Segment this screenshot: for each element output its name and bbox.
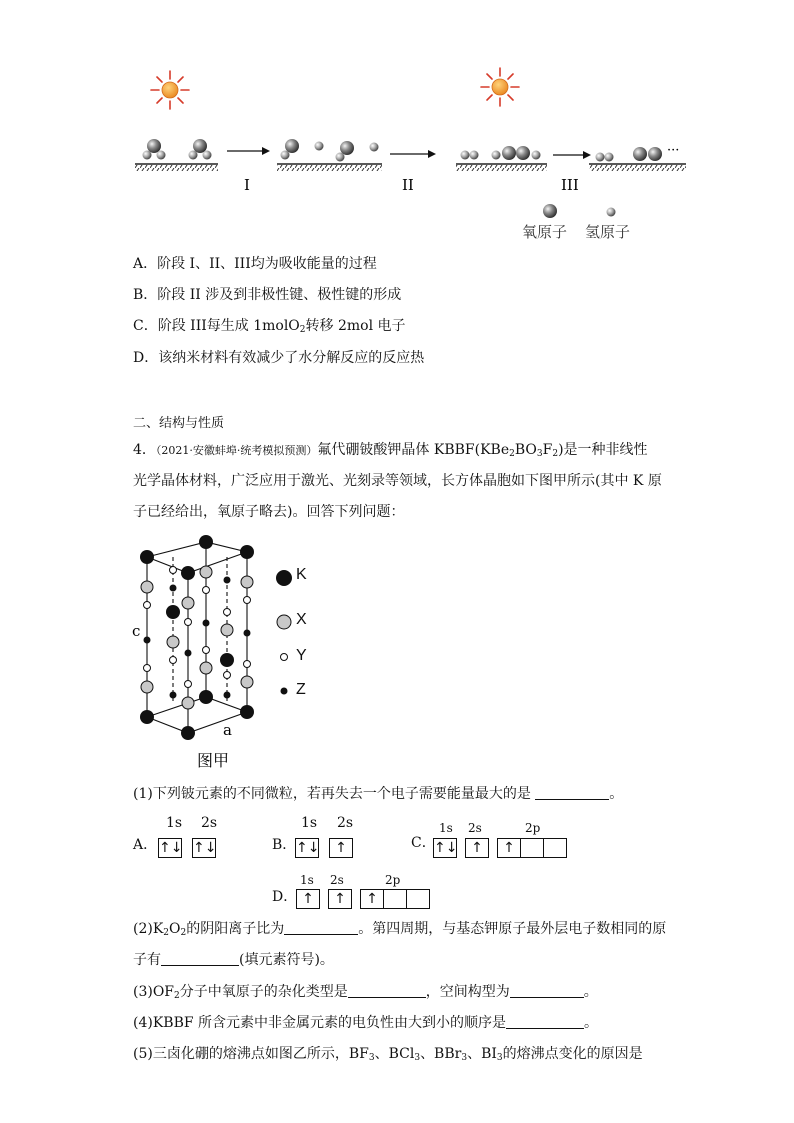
figure-caption: 图甲 <box>197 751 230 770</box>
orbital-boxes-c: ↑↓ ↑ ↑ <box>433 838 566 858</box>
hydrogen-molecule <box>461 151 479 160</box>
ellipsis: ··· <box>667 143 680 158</box>
orbital-option-b-label: B． <box>272 837 297 853</box>
catalyst-surface <box>135 164 686 171</box>
orbital-label-2s: 2s <box>330 873 344 887</box>
sub2-line2: 子有 (填元素符号)。 <box>133 952 334 968</box>
option-d: D．该纳米材料有效减少了水分解反应的反应热 <box>133 350 425 366</box>
orbital-boxes-b: ↑↓ ↑ <box>295 838 352 858</box>
answer-blank[interactable] <box>506 1014 584 1029</box>
legend-y-marker <box>281 654 288 661</box>
orbital-option-c-label: C． <box>411 835 436 851</box>
stage-label-i: I <box>244 176 250 194</box>
orbital-option-d-label: D． <box>272 889 298 905</box>
hydrogen-molecule <box>596 153 614 162</box>
legend-x-label: X <box>296 611 307 628</box>
legend-x-marker <box>277 615 291 629</box>
hydrogen-legend-label: 氢原子 <box>585 223 631 241</box>
orbital-label-1s: 1s <box>166 815 183 831</box>
orbital-boxes-d: ↑ ↑ ↑ <box>296 889 429 909</box>
orbital-label-1s: 1s <box>439 821 453 835</box>
oxygen-legend-label: 氧原子 <box>522 223 568 241</box>
orbital-label-1s: 1s <box>301 815 318 831</box>
q4-stem-line2: 光学晶体材料，广泛应用于激光、光刻录等领域，长方体晶胞如下图甲所示(其中 K 原 <box>133 473 662 489</box>
answer-blank[interactable] <box>161 951 239 966</box>
sub3-line: $(3)OF_2$分子中氧原子的杂化类型是 ，空间构型为 。 <box>133 984 598 1001</box>
arrow-icon <box>390 150 436 158</box>
orbital-option-a-label: A． <box>133 837 158 853</box>
orbital-boxes-a: ↑↓ ↑↓ <box>159 840 217 856</box>
y-atoms <box>144 567 251 688</box>
option-c: C．阶段 III每生成 1molO$_2$转移 2mol 电子 <box>133 318 406 335</box>
water-molecule <box>143 139 166 160</box>
legend-z-marker <box>281 688 288 695</box>
section-title: 二、结构与性质 <box>133 416 225 431</box>
answer-blank[interactable] <box>348 983 426 998</box>
oxygen-legend-marker <box>543 204 557 218</box>
legend-k-label: K <box>296 566 307 583</box>
axis-a-label: a <box>223 721 232 739</box>
oxygen-molecule <box>633 147 662 161</box>
arrow-icon <box>227 147 270 155</box>
orbital-label-1s: 1s <box>300 873 314 887</box>
axis-c-label: c <box>132 622 141 640</box>
stage-label-ii: II <box>402 176 414 194</box>
orbital-label-2s: 2s <box>201 815 218 831</box>
orbital-label-2p: 2p <box>525 821 541 835</box>
z-atoms <box>144 577 251 699</box>
orbital-label-2s: 2s <box>337 815 354 831</box>
q4-stem-line3: 子已经给出，氧原子略去)。回答下列问题： <box>133 504 405 520</box>
legend-z-label: Z <box>296 681 306 698</box>
x-atoms <box>141 566 253 709</box>
answer-blank[interactable] <box>284 920 358 935</box>
k-atoms <box>140 535 254 740</box>
sun-icon <box>151 71 189 109</box>
arrow-icon <box>553 151 591 159</box>
dissociated-atoms <box>281 139 379 162</box>
orbital-label-2p: 2p <box>385 873 401 887</box>
q4-stem-line1: 4．（2021·安徽蚌埠·统考模拟预测）氟代硼铍酸钾晶体 $KBBF(KBe_2BO_3F_2)$是一种非线性 <box>133 442 648 459</box>
option-a: A．阶段 I、II、III均为吸收能量的过程 <box>133 256 377 272</box>
sub1-prompt: (1)下列铍元素的不同微粒，若再失去一个电子需要能量最大的是 。 <box>133 786 624 802</box>
orbital-label-2s: 2s <box>468 821 482 835</box>
stage-label-iii: III <box>561 176 579 194</box>
sun-icon <box>481 68 519 106</box>
sub5-line: (5)三卤化硼的熔沸点如图乙所示，$BF_3$、BCl$_3$、BBr$_3$、$BI_3$的熔沸点变化的原因是 <box>133 1046 643 1063</box>
answer-blank[interactable] <box>510 983 584 998</box>
sub2-line1: $(2)K_2O_2$的阴阳离子比为 。第四周期，与基态钾原子最外层电子数相同的原 <box>133 921 667 938</box>
water-molecule <box>189 139 212 160</box>
crystal-cell-figure <box>120 530 320 775</box>
question-source: （2021·安徽蚌埠·统考模拟预测） <box>155 444 318 457</box>
sub4-line: (4)KBBF 所含元素中非金属元素的电负性由大到小的顺序是 。 <box>133 1015 599 1031</box>
legend-k-marker <box>276 570 292 586</box>
option-b: B．阶段 II 涉及到非极性键、极性键的形成 <box>133 287 402 303</box>
legend-y-label: Y <box>296 647 307 664</box>
peroxide-molecule <box>492 146 541 160</box>
hydrogen-legend-marker <box>607 208 616 217</box>
reaction-stage-figure <box>120 60 700 250</box>
answer-blank[interactable] <box>535 785 609 800</box>
